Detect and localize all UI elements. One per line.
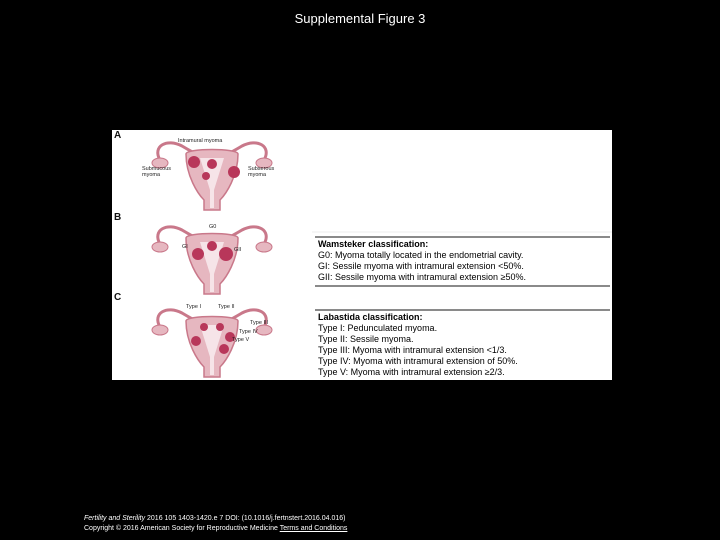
label-intramural-myoma: Intramural myoma (178, 138, 223, 144)
uterus-diagram-b (152, 227, 272, 294)
label-type-i: Type I (186, 304, 201, 310)
label-type-v: Type V (232, 337, 250, 343)
labastida-line: Type IV: Myoma with intramural extension of 50%. (318, 356, 518, 366)
panel-label-a: A (114, 130, 122, 141)
labastida-line: Type V: Myoma with intramural extension ≥2/3. (318, 367, 505, 377)
footer-citation (84, 514, 347, 534)
journal-name: Fertility and Sterility (84, 515, 146, 522)
citation-text: 2016 105 1403-1420.e 7 DOI: (10.1016/j.fertnstert.2016.04.016) (145, 515, 346, 522)
wamsteker-title: Wamsteker classification: (318, 239, 429, 249)
wamsteker-line: GII: Sessile myoma with intramural extension ≥50%. (318, 272, 527, 282)
label-subserous-myoma: Subserous myoma (248, 166, 275, 178)
labastida-line: Type I: Pedunculated myoma. (318, 323, 438, 333)
figure-image (112, 130, 612, 380)
labastida-line: Type III: Myoma with intramural extension <1/3. (318, 345, 507, 355)
labastida-box (315, 309, 610, 380)
labastida-title: Labastida classification: (318, 312, 423, 322)
label-gii: GII (234, 247, 242, 253)
label-g0: G0 (209, 224, 217, 230)
labastida-line: Type II: Sessile myoma. (318, 334, 414, 344)
wamsteker-rule-bottom (315, 285, 610, 287)
panel-label-c: C (114, 292, 122, 303)
label-gi: GI (182, 244, 188, 250)
wamsteker-line: GI: Sessile myoma with intramural extension <50%. (318, 261, 524, 271)
wamsteker-box (315, 236, 610, 287)
wamsteker-line: G0: Myoma totally located in the endometrial cavity. (318, 250, 524, 260)
label-type-iii: Type III (250, 320, 269, 326)
copyright-text: Copyright © 2016 American Society for Reproductive Medicine (84, 525, 280, 532)
terms-and-conditions-link[interactable]: Terms and Conditions (279, 525, 348, 532)
panel-label-b: B (114, 212, 122, 223)
slide-title: Supplemental Figure 3 (294, 11, 426, 26)
label-type-iv: Type IV (239, 329, 258, 335)
label-type-ii: Type II (218, 304, 235, 310)
label-submucous-myoma: Submucous myoma (142, 166, 172, 178)
